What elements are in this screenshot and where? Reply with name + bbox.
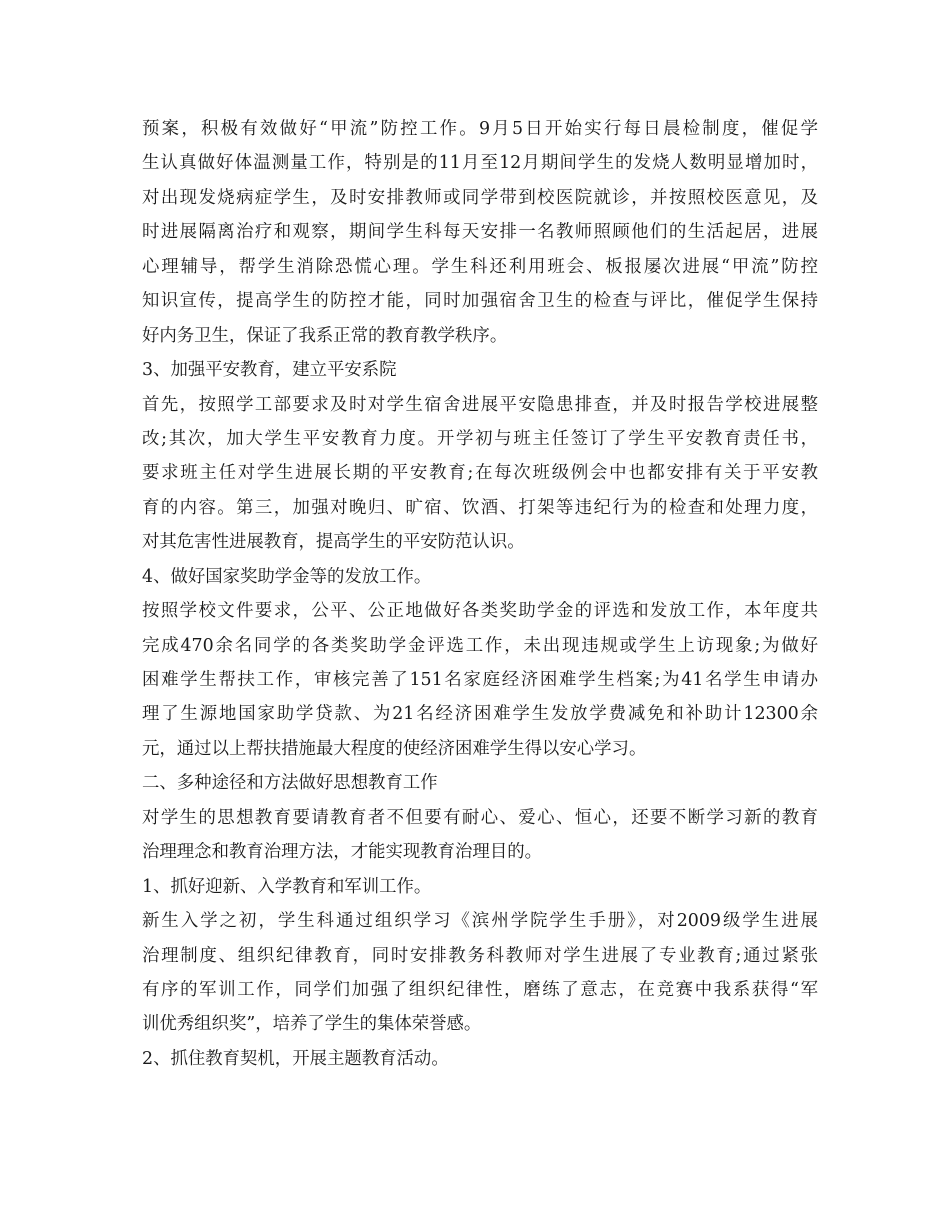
text-line: 生认真做好体温测量工作，特别是的11月至12月期间学生的发烧人数明显增加时， [142, 153, 818, 174]
text-line: 知识宣传，提高学生的防控才能，同时加强宿舍卫生的检查与评比，催促学生保持 [142, 291, 818, 312]
text-line: 治理制度、组织纪律教育，同时安排教务科教师对学生进展了专业教育;通过紧张 [142, 945, 818, 966]
text-line: 困难学生帮扶工作，审核完善了151名家庭经济困难学生档案;为41名学生申请办 [142, 670, 818, 690]
text-line: 对出现发烧病症学生，及时安排教师或同学带到校医院就诊，并按照校医意见，及 [142, 187, 818, 208]
text-line: 治理理念和教育治理方法，才能实现教育治理目的。 [142, 842, 542, 863]
text-line: 3、加强平安教育，建立平安系院 [142, 360, 397, 381]
text-line: 完成470余名同学的各类奖助学金评选工作，未出现违规或学生上访现象;为做好 [142, 635, 818, 656]
text-line: 新生入学之初，学生科通过组织学习《滨州学院学生手册》，对2009级学生进展 [142, 911, 818, 932]
text-line: 对学生的思想教育要请教育者不但要有耐心、爱心、恒心，还要不断学习新的教育 [142, 807, 818, 828]
text-line: 心理辅导，帮学生消除恐慌心理。学生科还利用班会、板报屡次进展“甲流”防控 [142, 256, 818, 277]
text-line: 2、抓住教育契机，开展主题教育活动。 [142, 1048, 449, 1069]
text-line: 按照学校文件要求，公平、公正地做好各类奖助学金的评选和发放工作，本年度共 [142, 601, 818, 622]
text-line: 有序的军训工作，同学们加强了组织纪律性，磨练了意志，在竞赛中我系获得“军 [142, 979, 818, 1000]
text-line: 育的内容。第三，加强对晚归、旷宿、饮酒、打架等违纪行为的检查和处理力度， [142, 497, 818, 518]
text-line: 对其危害性进展教育，提高学生的平安防范认识。 [142, 532, 525, 553]
text-line: 预案，积极有效做好“甲流”防控工作。9月5日开始实行每日晨检制度，催促学 [142, 119, 818, 139]
text-line: 时进展隔离治疗和观察，期间学生科每天安排一名教师照顾他们的生活起居，进展 [142, 222, 818, 243]
text-line: 训优秀组织奖”，培养了学生的集体荣誉感。 [142, 1014, 482, 1035]
text-line: 要求班主任对学生进展长期的平安教育;在每次班级例会中也都安排有关于平安教 [142, 463, 818, 484]
text-line: 1、抓好迎新、入学教育和军训工作。 [142, 876, 432, 897]
text-line: 首先，按照学工部要求及时对学生宿舍进展平安隐患排查，并及时报告学校进展整 [142, 394, 818, 415]
document-body [142, 112, 818, 1076]
text-line: 4、做好国家奖助学金等的发放工作。 [142, 566, 432, 587]
text-line: 改;其次，加大学生平安教育力度。开学初与班主任签订了学生平安教育责任书， [142, 428, 818, 449]
text-line: 二、多种途径和方法做好思想教育工作 [142, 773, 438, 794]
text-line: 理了生源地国家助学贷款、为21名经济困难学生发放学费减免和补助计12300余 [142, 704, 818, 725]
text-line: 好内务卫生，保证了我系正常的教育教学秩序。 [142, 325, 508, 346]
text-line: 元，通过以上帮扶措施最大程度的使经济困难学生得以安心学习。 [142, 738, 647, 759]
